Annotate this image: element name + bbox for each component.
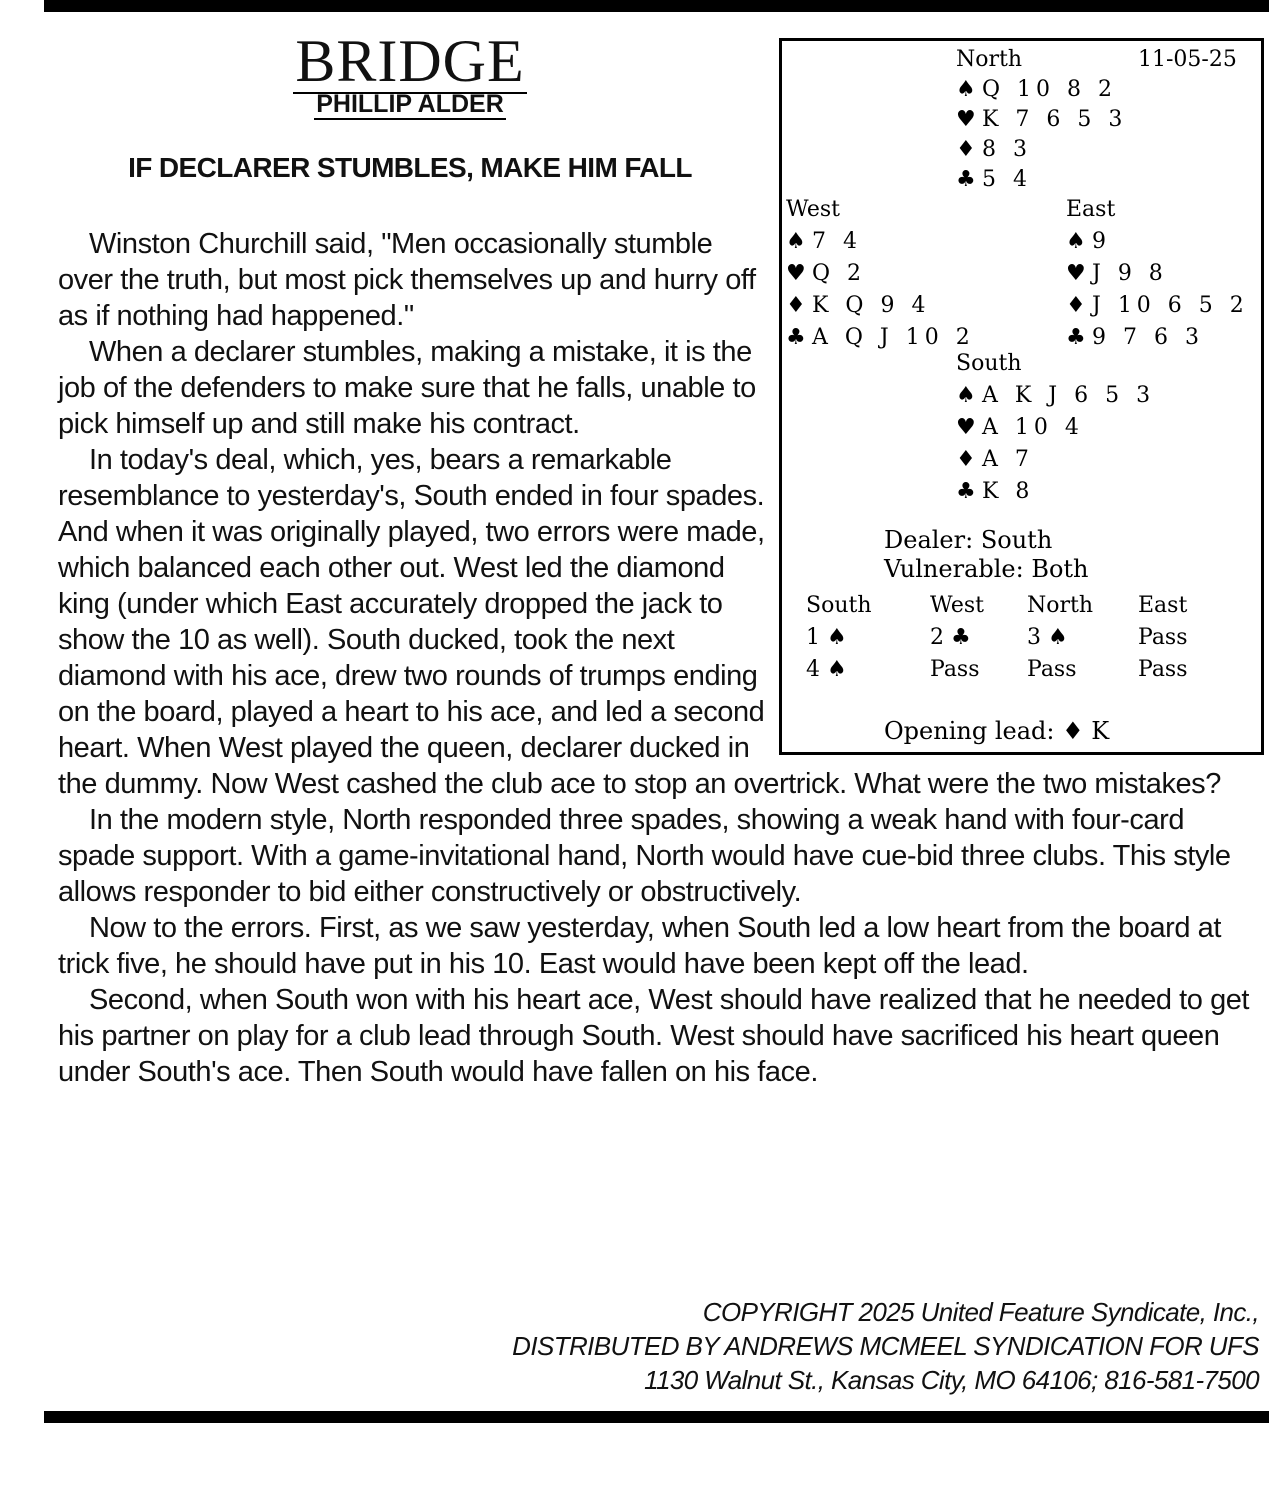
paragraph: Now to the errors. First, as we saw yesterday, when South led a low heart from the board at trick five, he should have put in his 10. East would have been kept off the lead. [58, 912, 1221, 980]
club-icon: ♣ [956, 479, 976, 504]
east-spades: ♠ 9 [1066, 229, 1111, 254]
bid-cell: Pass [930, 657, 980, 682]
south-spades: ♠ A K J 6 5 3 [956, 383, 1156, 408]
bid-cell: 2 ♣ [930, 625, 971, 650]
opening-lead: Opening lead: ♦ K [884, 717, 1110, 745]
club-icon: ♣ [786, 325, 806, 350]
bid-header-west: West [930, 593, 984, 618]
diamond-icon: ♦ [786, 293, 806, 318]
north-hearts: ♥ K 7 6 5 3 [956, 107, 1128, 132]
spade-icon: ♠ [786, 229, 806, 254]
club-icon: ♣ [1066, 325, 1086, 350]
club-icon: ♣ [956, 167, 976, 192]
bid-cell: 4 ♠ [806, 657, 847, 682]
bid-cell: Pass [1027, 657, 1077, 682]
heart-icon: ♥ [956, 415, 976, 440]
diamond-icon: ♦ [956, 137, 976, 162]
dealer-info: Dealer: South [884, 526, 1053, 554]
heart-icon: ♥ [1066, 261, 1086, 286]
north-clubs: ♣ 5 4 [956, 167, 1032, 192]
spade-icon: ♠ [956, 77, 976, 102]
west-hearts: ♥ Q 2 [786, 261, 867, 286]
bid-header-east: East [1138, 593, 1188, 618]
west-clubs: ♣ A Q J 10 2 [786, 325, 975, 350]
east-label: East [1066, 197, 1116, 222]
bid-cell: Pass [1138, 625, 1188, 650]
west-spades: ♠ 7 4 [786, 229, 862, 254]
deal-date: 11-05-25 [1138, 47, 1237, 72]
bid-cell: 3 ♠ [1027, 625, 1068, 650]
copyright-notice [512, 1295, 1259, 1397]
north-diamonds: ♦ 8 3 [956, 137, 1032, 162]
diamond-icon: ♦ [956, 447, 976, 472]
vulnerability-info: Vulnerable: Both [884, 555, 1089, 583]
paragraph: Second, when South won with his heart ace, West should have realized that he needed to get his partner on play for a club lead through South. West should have sacrificed his heart queen under South's ace. Then South would have fallen on his face. [58, 984, 1250, 1088]
copyright-line: COPYRIGHT 2025 United Feature Syndicate, Inc., [702, 1297, 1259, 1327]
south-diamonds: ♦ A 7 [956, 447, 1034, 472]
bottom-rule [44, 1411, 1269, 1423]
column-title: BRIDGE [295, 28, 525, 94]
copyright-line: DISTRIBUTED BY ANDREWS MCMEEL SYNDICATION FOR UFS [512, 1331, 1259, 1361]
top-rule [44, 0, 1269, 12]
bid-header-north: North [1027, 593, 1094, 618]
spade-icon: ♠ [956, 383, 976, 408]
bid-cell: Pass [1138, 657, 1188, 682]
heart-icon: ♥ [786, 261, 806, 286]
paragraph: In today's deal, which, yes, bears a remarkable resemblance to yesterday's, South ended in four spades. And when it was originally played, two errors were made, which balanced each other out. West led the diamond king (under which East accurately dropped the jack to show the 10 as well). South ducked, took the next diamond with his ace, drew two rounds of trumps ending on the board, played a heart to his ace, and led a second heart. When West played the queen, declarer ducked in the dummy. Now West cashed the club ace to stop an overtrick. What were the two mistakes? [58, 444, 1221, 800]
south-label: South [956, 351, 1022, 376]
west-label: West [786, 197, 840, 222]
paragraph: Winston Churchill said, "Men occasionally stumble over the truth, but most pick themselves up and hurry off as if nothing had happened." [58, 228, 756, 332]
south-hearts: ♥ A 10 4 [956, 415, 1084, 440]
south-clubs: ♣ K 8 [956, 479, 1035, 504]
north-label: North [956, 47, 1023, 72]
diamond-icon: ♦ [1066, 293, 1086, 318]
east-hearts: ♥ J 9 8 [1066, 261, 1168, 286]
author-byline: PHILLIP ALDER [316, 90, 504, 118]
headline: IF DECLARER STUMBLES, MAKE HIM FALL [128, 152, 692, 183]
masthead [260, 30, 560, 120]
bid-header-south: South [806, 593, 872, 618]
east-clubs: ♣ 9 7 6 3 [1066, 325, 1204, 350]
paragraph: In the modern style, North responded three spades, showing a weak hand with four-card spade support. With a game-invitational hand, North would have cue-bid three clubs. This style allows responder to bid either constructively or obstructively. [58, 804, 1231, 908]
deal-diagram [779, 38, 1264, 755]
west-diamonds: ♦ K Q 9 4 [786, 293, 931, 318]
heart-icon: ♥ [956, 107, 976, 132]
spade-icon: ♠ [1066, 229, 1086, 254]
east-diamonds: ♦ J 10 6 5 2 [1066, 293, 1249, 318]
paragraph: When a declarer stumbles, making a mistake, it is the job of the defenders to make sure that he falls, unable to pick himself up and still make his contract. [58, 336, 756, 440]
copyright-line: 1130 Walnut St., Kansas City, MO 64106; 816-581-7500 [644, 1365, 1259, 1395]
north-spades: ♠ Q 10 8 2 [956, 77, 1118, 102]
bid-cell: 1 ♠ [806, 625, 847, 650]
